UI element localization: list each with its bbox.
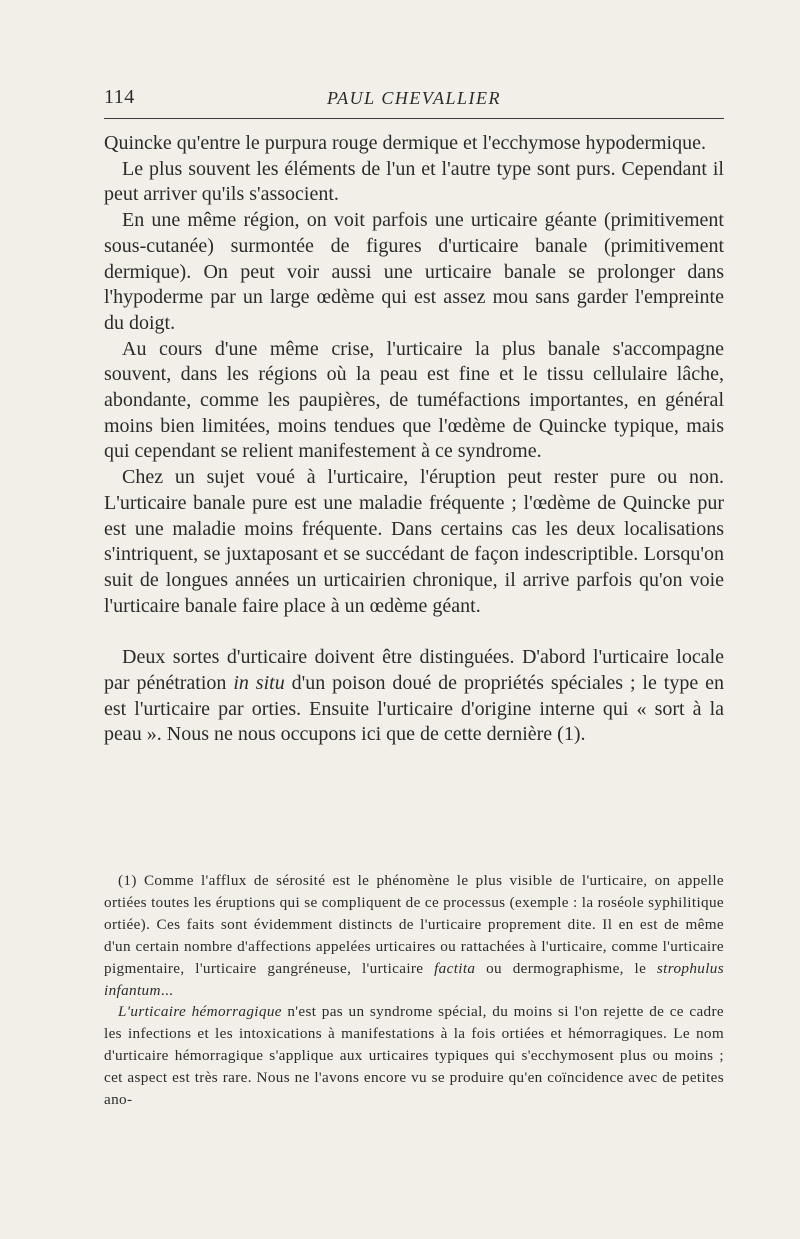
paragraph-6	[104, 645, 724, 748]
fn1-italic-factita: factita	[434, 959, 476, 977]
main-text	[104, 131, 724, 748]
fn1-italic-strophulus: strophulus infantum	[104, 959, 724, 999]
paragraph-2: Le plus souvent les éléments de l'un et l'autre type sont purs. Cependant il peut arriver qu'ils s'associent.	[104, 157, 724, 206]
fn2-italic-title: L'urticaire hémorragique	[118, 1003, 282, 1021]
fn1-text-c: ...	[160, 981, 174, 999]
footnote-paragraph-1	[104, 870, 724, 1001]
p6-text-end: d'un poison doué de propriétés spéciales ; le type en est l'urticaire par orties. Ensuite l'urticaire d'origine interne qui « sort à la peau ». Nous ne nous occupons ici que de cette dernière (1).	[104, 672, 725, 746]
page-header	[104, 86, 724, 114]
fn2-text: n'est pas un syndrome spécial, du moins si l'on rejette de ce cadre les infections et les intoxications à manifestations à la fois ortiées et hémorragiques. Le nom d'urticaire hémorragique s'applique aux urticaires typiques qui s'ecchymosent plus ou moins ; cet aspect est très rare. Nous ne l'avons encore vu se produire qu'en coïncidence avec de petites ano-	[104, 1003, 724, 1109]
paragraph-5: Chez un sujet voué à l'urticaire, l'éruption peut rester pure ou non. L'urticaire banale pure est une maladie fréquente ; l'œdème de Quincke pur est une maladie moins fréquente. Dans certains cas les deux localisations s'intriquent, se juxtaposant et se succédant de façon indescriptible. Lorsqu'on suit de longues années un urticairien chronique, il arrive parfois qu'on voie l'urticaire banale faire place à un œdème géant.	[104, 466, 724, 617]
paragraph-1: Quincke qu'entre le purpura rouge dermique et l'ecchymose hypodermique.	[104, 132, 706, 154]
fn1-text-b: ou dermographisme, le	[475, 959, 657, 977]
p6-italic-in-situ: in situ	[233, 672, 285, 695]
running-head: PAUL CHEVALLIER	[326, 88, 501, 108]
p6-text-start: Deux sortes d'urticaire doivent être distinguées. D'abord l'urticaire locale par pénétration	[104, 646, 724, 695]
paragraph-4: Au cours d'une même crise, l'urticaire la plus banale s'accompagne souvent, dans les régions où la peau est fine et le tissu cellulaire lâche, abondante, comme les paupières, de tuméfactions importantes, en général moins bien limitées, moins tendues que l'œdème de Quincke typique, mais qui cependant se relient manifestement à ce syndrome.	[104, 337, 724, 463]
footnote-paragraph-2	[104, 1001, 724, 1111]
paragraph-3: En une même région, on voit parfois une urticaire géante (primitivement sous-cutanée) surmontée de figures d'urticaire banale (primitivement dermique). On peut voir aussi une urticaire banale se prolonger dans l'hypoderme par un large œdème qui est assez mou sans garder l'empreinte du doigt.	[104, 209, 724, 334]
fn1-text-a: (1) Comme l'afflux de sérosité est le phénomène le plus visible de l'urticaire, on appelle ortiées toutes les éruptions qui se compliquent de ce processus (exemple : la roséole syphilitique ortiée). Ces faits sont évidemment distincts de l'urticaire proprement dite. Il en est de même d'un certain nombre d'affections appelées urticaires ou rattachées à l'urticaire, comme l'urticaire pigmentaire, l'urticaire gangréneuse, l'urticaire	[104, 872, 724, 977]
page-number: 114	[104, 86, 135, 108]
footnote	[104, 870, 724, 1111]
section-break	[104, 619, 724, 645]
header-rule	[104, 118, 724, 119]
